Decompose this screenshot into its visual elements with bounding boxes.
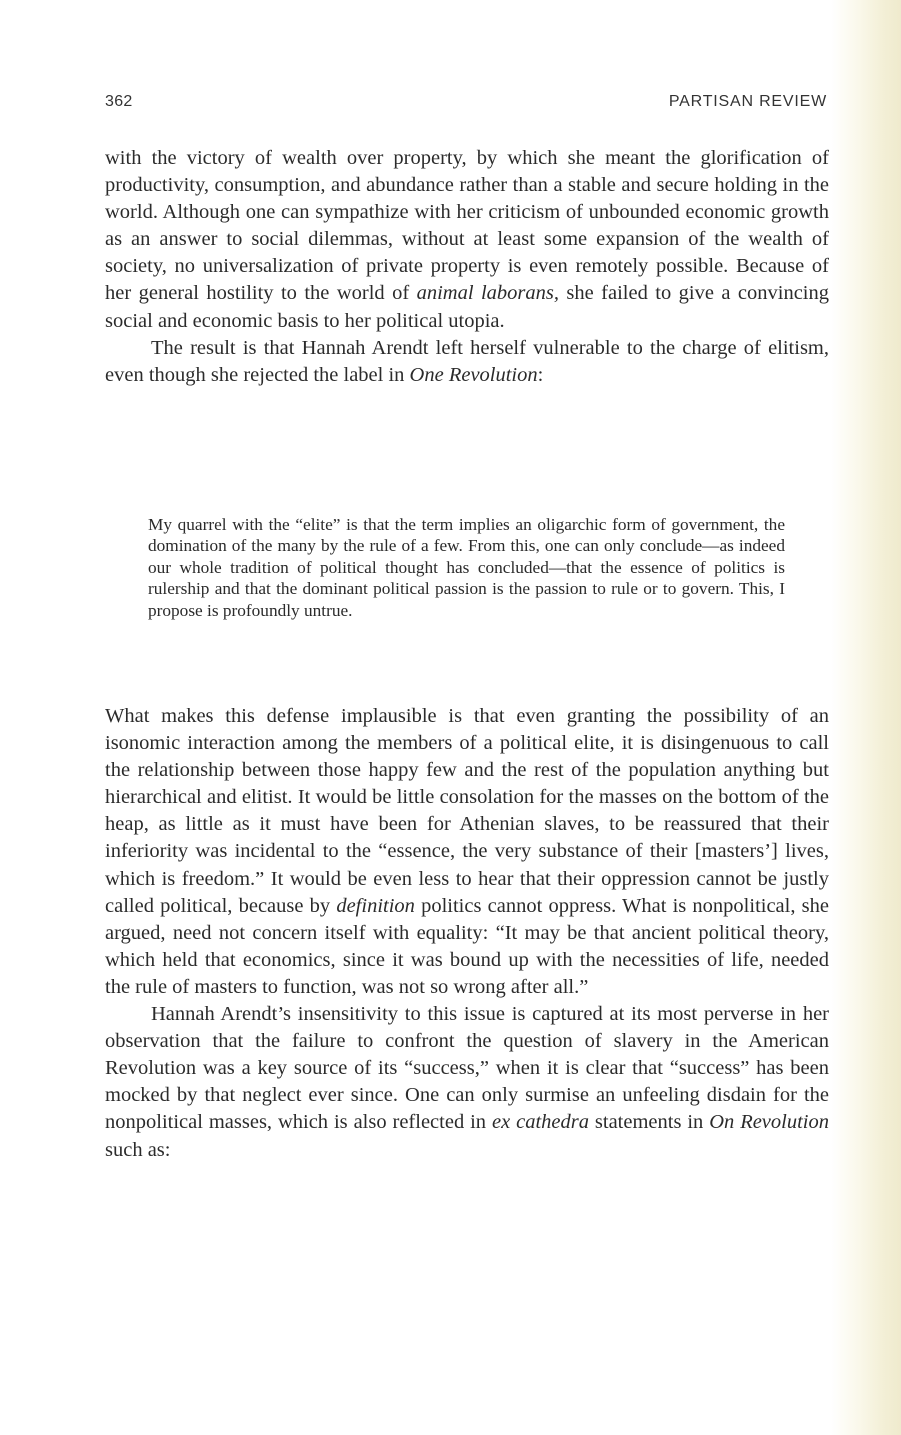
italic-title: On Revolution [709,1111,829,1134]
quote-text: My quarrel with the “elite” is that the term implies an oligarchic form of government, the domination of the many by the rule of a few. From this, one can only conclude—as indeed our whole tradition of political thought has concluded—that the essence of politics is rulership and that the dominant political passion is the passion to rule or to govern. This, I propose is profoundly untrue. [148,515,785,620]
paragraph [105,145,829,335]
journal-title: PARTISAN REVIEW [668,93,827,110]
body-section-2 [105,703,829,1164]
page-gutter-shadow [831,0,901,1435]
paragraph-text: such as: [105,1138,171,1161]
paragraph-text: Hannah Arendt’s insensitivity to this issue is captured at its most perverse in her observation that the failure to confront the question of slavery in the American Revolution was a key source of its “success,” when it is clear that “success” has been mocked by that neglect ever since. One can only surmise an unfeeling disdain for the nonpolitical masses, which is also reflected in [105,1003,829,1134]
paragraph-text: politics cannot oppress. What is nonpolitical, she argued, need not concern itself with equality: “It may be that ancient political theory, which held that economics, since it was bound up with the necessities of life, needed the rule of masters to function, was not so wrong after all.” [105,894,829,998]
paragraph-text: What makes this defense implausible is that even granting the possibility of an isonomic interaction among the members of a political elite, it is disingenuous to call the relationship between those happy few and the rest of the population anything but hierarchical and elitist. It would be little consolation for the masses on the bottom of the heap, as little as it must have been for Athenian slaves, to be reassured that their inferiority was incidental to the “essence, the very substance of their [masters’] lives, which is freedom.” It would be even less to hear that their oppression cannot be justly called political, because by [105,705,829,917]
paragraph-text: she failed to give a convincing social and economic basis to her political utopia. [105,282,829,332]
italic-term: definition [336,894,415,917]
paragraph [105,335,829,389]
paragraph-text: with the victory of wealth over property, by which she meant the glorification of productivity, consumption, and abundance rather than a stable and secure holding in the world. Although one can sympathize with her criticism of unbounded economic growth as an answer to social dilemmas, without at least some expansion of the wealth of society, no universalization of private property is even remotely possible. Because of her general hostility to the world of [105,147,829,305]
paragraph [105,1001,829,1164]
running-header [105,93,827,115]
italic-term: animal laborans, [416,282,559,305]
body-section-1 [105,145,829,389]
italic-term: ex cathedra [491,1111,589,1134]
paragraph-text: statements in [588,1111,710,1134]
page-number: 362 [105,93,133,110]
block-quote [148,514,785,621]
paragraph-text: The result is that Hannah Arendt left herself vulnerable to the charge of elitism, even though she rejected the label in [105,336,829,386]
paragraph [105,703,829,1001]
italic-title: One Revolution [409,363,538,386]
paragraph-text: : [537,363,544,386]
